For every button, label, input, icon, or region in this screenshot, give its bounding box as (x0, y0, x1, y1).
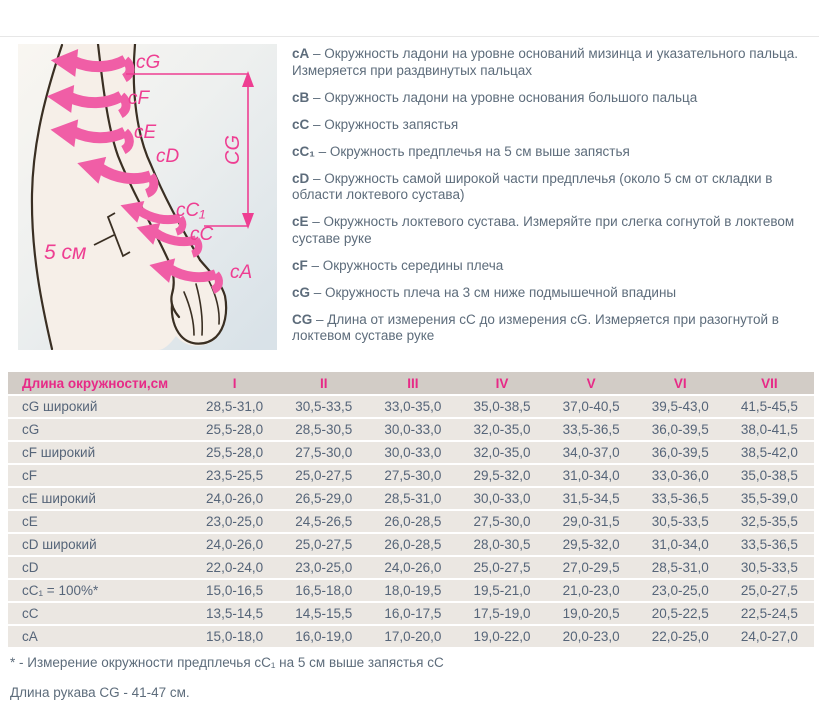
range-cell: 32,0-35,0 (457, 419, 546, 440)
row-label: cA (8, 626, 190, 647)
footnotes (10, 655, 790, 715)
footnote-asterisk: * - Измерение окружности предплечья cC₁ на 5 см выше запястья cC (10, 655, 444, 670)
range-cell: 34,0-37,0 (547, 442, 636, 463)
row-label: cE (8, 511, 190, 532)
range-cell: 15,0-18,0 (190, 626, 279, 647)
range-cell: 30,0-33,0 (368, 442, 457, 463)
range-cell: 19,5-21,0 (457, 580, 546, 601)
range-cell: 25,0-27,5 (279, 465, 368, 486)
range-cell: 27,5-30,0 (368, 465, 457, 486)
size-table-header-label: Длина окружности,см (8, 372, 190, 394)
range-cell: 38,0-41,5 (725, 419, 814, 440)
description-item: cC₁ – Окружность предплечья на 5 см выше запястья (292, 143, 630, 159)
range-cell: 23,5-25,5 (190, 465, 279, 486)
table-row (8, 419, 814, 440)
table-row (8, 626, 814, 647)
range-cell: 16,0-17,5 (368, 603, 457, 624)
range-cell: 30,0-33,0 (457, 488, 546, 509)
range-cell: 29,5-32,0 (547, 534, 636, 555)
range-cell: 25,0-27,5 (725, 580, 814, 601)
range-cell: 26,5-29,0 (279, 488, 368, 509)
range-cell: 28,0-30,5 (457, 534, 546, 555)
range-cell: 24,0-26,0 (368, 557, 457, 578)
descriptions (292, 46, 816, 355)
five-cm-label: 5 см (44, 241, 87, 264)
range-cell: 30,5-33,5 (636, 511, 725, 532)
size-column-header: IV (457, 372, 546, 394)
size-table-header-row (8, 372, 814, 394)
range-cell: 32,5-35,5 (725, 511, 814, 532)
cg-length-label: CG (222, 135, 244, 165)
table-row (8, 396, 814, 417)
range-cell: 14,5-15,5 (279, 603, 368, 624)
size-table-body (8, 396, 814, 647)
range-cell: 31,5-34,5 (547, 488, 636, 509)
row-label: cG (8, 419, 190, 440)
size-column-header: II (279, 372, 368, 394)
range-cell: 30,5-33,5 (725, 557, 814, 578)
ca-label: cA (230, 262, 253, 283)
description-item: CG – Длина от измерения cC до измерения cG. Измеряется при разогнутой в локтевом суставе руке (292, 311, 779, 343)
range-cell: 25,5-28,0 (190, 442, 279, 463)
cg-label: cG (136, 52, 161, 73)
range-cell: 24,0-26,0 (190, 488, 279, 509)
description-item: cE – Окружность локтевого сустава. Измеряйте при слегка согнутой в локтевом суставе руке (292, 214, 795, 246)
range-cell: 35,0-38,5 (725, 465, 814, 486)
table-row (8, 488, 814, 509)
top-divider (0, 36, 819, 37)
table-row (8, 557, 814, 578)
description-item: cG – Окружность плеча на 3 см ниже подмышечной впадины (292, 284, 677, 300)
row-label: cF широкий (8, 442, 190, 463)
range-cell: 21,0-23,0 (547, 580, 636, 601)
description-item: cF – Окружность середины плеча (292, 257, 504, 273)
range-cell: 37,0-40,5 (547, 396, 636, 417)
range-cell: 15,0-16,5 (190, 580, 279, 601)
range-cell: 35,5-39,0 (725, 488, 814, 509)
range-cell: 36,0-39,5 (636, 419, 725, 440)
range-cell: 22,0-25,0 (636, 626, 725, 647)
table-row (8, 603, 814, 624)
range-cell: 39,5-43,0 (636, 396, 725, 417)
range-cell: 24,0-26,0 (190, 534, 279, 555)
range-cell: 23,0-25,0 (279, 557, 368, 578)
range-cell: 17,5-19,0 (457, 603, 546, 624)
range-cell: 28,5-31,0 (190, 396, 279, 417)
size-column-header: III (368, 372, 457, 394)
row-label: cD (8, 557, 190, 578)
range-cell: 35,0-38,5 (457, 396, 546, 417)
cc-label: cC (190, 224, 214, 245)
cc1-label: cC₁ (176, 200, 206, 221)
description-item: cC – Окружность запястья (292, 116, 459, 132)
range-cell: 31,0-34,0 (636, 534, 725, 555)
size-column-header: VI (636, 372, 725, 394)
range-cell: 22,5-24,5 (725, 603, 814, 624)
size-column-header: I (190, 372, 279, 394)
range-cell: 28,5-31,0 (636, 557, 725, 578)
range-cell: 33,0-36,0 (636, 465, 725, 486)
range-cell: 27,5-30,0 (279, 442, 368, 463)
range-cell: 36,0-39,5 (636, 442, 725, 463)
description-item: cA – Окружность ладони на уровне оснований мизинца и указательного пальца. Измеряется при раздвинутых пальцах (292, 46, 798, 78)
row-label: cC₁ = 100%* (8, 580, 190, 601)
range-cell: 22,0-24,0 (190, 557, 279, 578)
range-cell: 20,0-23,0 (547, 626, 636, 647)
range-cell: 17,0-20,0 (368, 626, 457, 647)
range-cell: 19,0-20,5 (547, 603, 636, 624)
range-cell: 27,5-30,0 (457, 511, 546, 532)
arm-illustration-svg (18, 44, 277, 350)
range-cell: 24,0-27,0 (725, 626, 814, 647)
range-cell: 27,0-29,5 (547, 557, 636, 578)
range-cell: 26,0-28,5 (368, 534, 457, 555)
arm-measurement-illustration (18, 44, 277, 350)
row-label: cC (8, 603, 190, 624)
range-cell: 33,5-36,5 (725, 534, 814, 555)
range-cell: 38,5-42,0 (725, 442, 814, 463)
range-cell: 16,5-18,0 (279, 580, 368, 601)
size-table-head (8, 372, 814, 394)
table-row (8, 465, 814, 486)
range-cell: 25,0-27,5 (279, 534, 368, 555)
range-cell: 19,0-22,0 (457, 626, 546, 647)
range-cell: 31,0-34,0 (547, 465, 636, 486)
table-row (8, 534, 814, 555)
size-column-header: V (547, 372, 636, 394)
range-cell: 28,5-31,0 (368, 488, 457, 509)
range-cell: 29,5-32,0 (457, 465, 546, 486)
cd-label: cD (156, 146, 180, 167)
range-cell: 23,0-25,0 (636, 580, 725, 601)
range-cell: 25,0-27,5 (457, 557, 546, 578)
ce-label: cE (134, 122, 157, 143)
description-item: cD – Окружность самой широкой части предплечья (около 5 см от складки в области локтевого сустава) (292, 170, 773, 202)
range-cell: 33,0-35,0 (368, 396, 457, 417)
description-item: cB – Окружность ладони на уровне основания большого пальца (292, 89, 698, 105)
size-table (8, 370, 814, 649)
range-cell: 13,5-14,5 (190, 603, 279, 624)
range-cell: 18,0-19,5 (368, 580, 457, 601)
range-cell: 23,0-25,0 (190, 511, 279, 532)
size-column-header: VII (725, 372, 814, 394)
cf-label: cF (128, 88, 150, 109)
range-cell: 33,5-36,5 (547, 419, 636, 440)
range-cell: 16,0-19,0 (279, 626, 368, 647)
table-row (8, 580, 814, 601)
row-label: cF (8, 465, 190, 486)
range-cell: 33,5-36,5 (636, 488, 725, 509)
range-cell: 32,0-35,0 (457, 442, 546, 463)
range-cell: 28,5-30,5 (279, 419, 368, 440)
row-label: cG широкий (8, 396, 190, 417)
row-label: cD широкий (8, 534, 190, 555)
row-label: cE широкий (8, 488, 190, 509)
range-cell: 25,5-28,0 (190, 419, 279, 440)
table-row (8, 442, 814, 463)
range-cell: 24,5-26,5 (279, 511, 368, 532)
range-cell: 20,5-22,5 (636, 603, 725, 624)
footnote-sleeve-length: Длина рукава CG - 41-47 см. (10, 685, 190, 700)
range-cell: 30,0-33,0 (368, 419, 457, 440)
range-cell: 30,5-33,5 (279, 396, 368, 417)
range-cell: 26,0-28,5 (368, 511, 457, 532)
range-cell: 41,5-45,5 (725, 396, 814, 417)
range-cell: 29,0-31,5 (547, 511, 636, 532)
table-row (8, 511, 814, 532)
